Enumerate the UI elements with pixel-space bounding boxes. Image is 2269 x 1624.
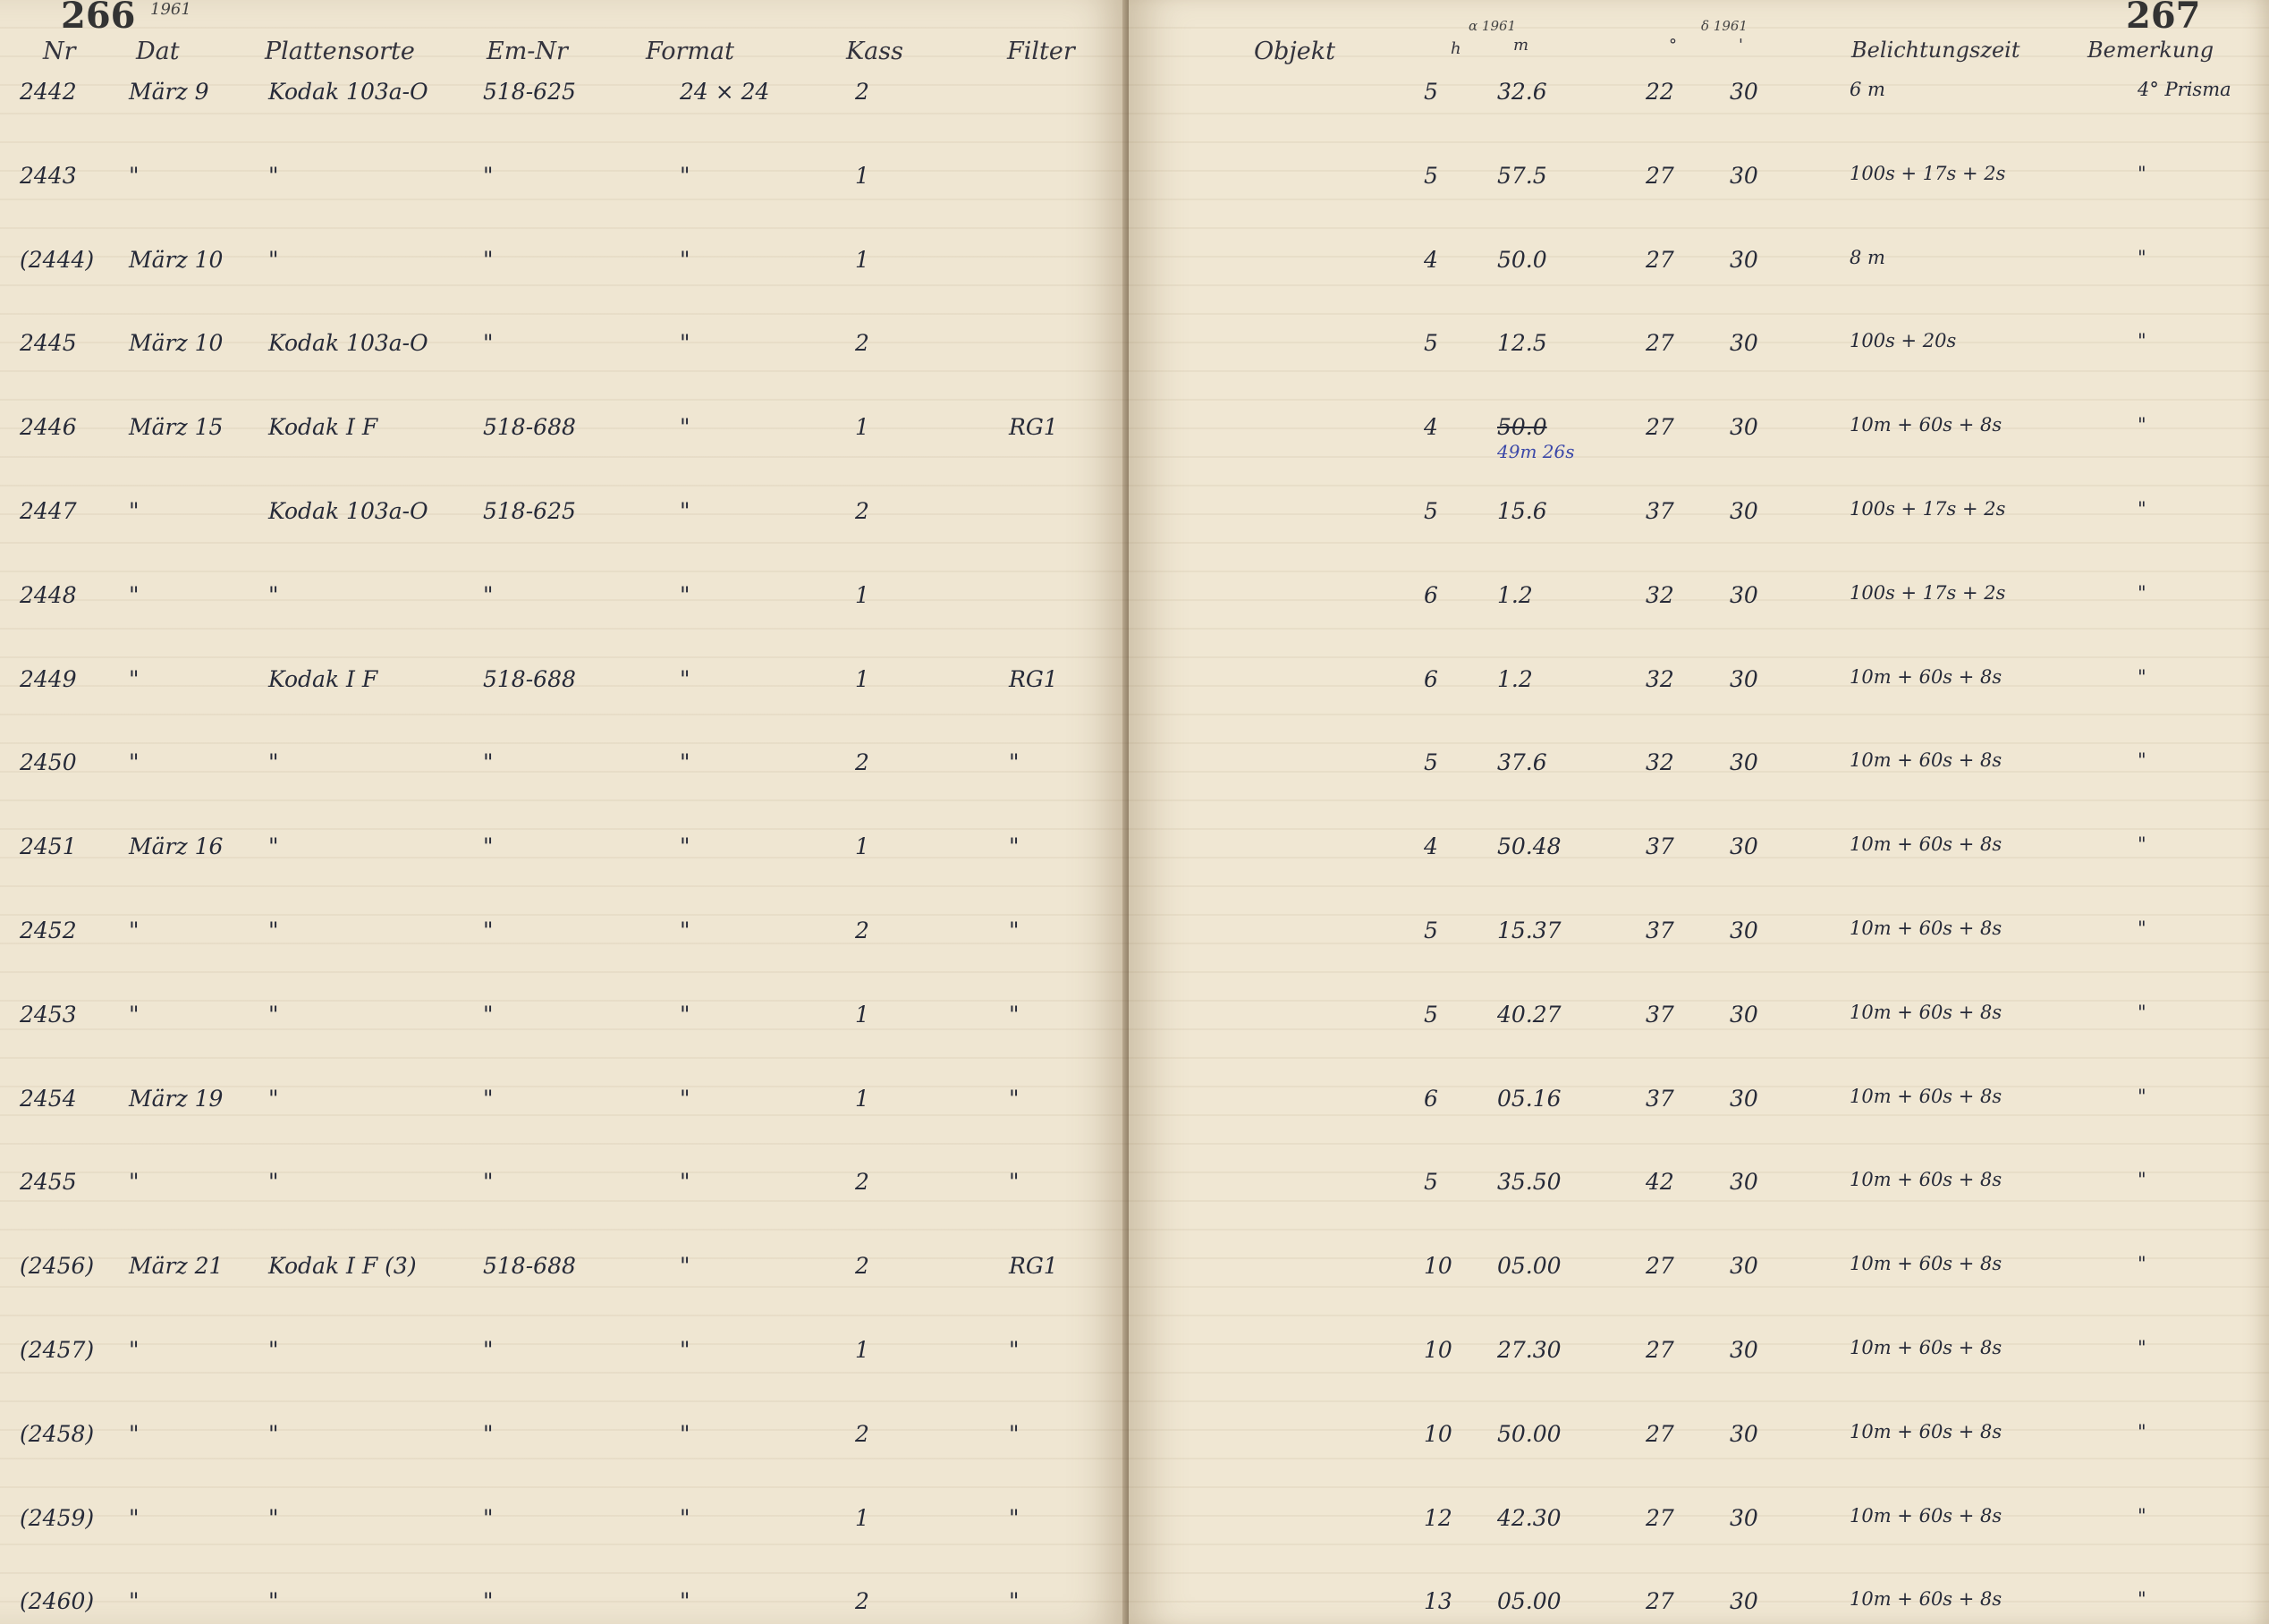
cell-alpha-m: 15.6	[1497, 498, 1547, 524]
cell-alpha-m: 35.50	[1497, 1169, 1562, 1196]
cell-delta-min: 30	[1730, 498, 1758, 524]
cell-alpha-m: 05.16	[1497, 1085, 1562, 1112]
header-objekt: Objekt	[1254, 38, 1335, 65]
cell-kass: 2	[855, 749, 869, 776]
cell-kass: 2	[855, 79, 869, 105]
cell-kass: 2	[855, 498, 869, 524]
cell-em-nr: "	[483, 749, 494, 776]
cell-alpha-m: 42.30	[1497, 1504, 1562, 1531]
cell-delta-deg: 42	[1646, 1169, 1674, 1196]
cell-belichtungszeit: 10m + 60s + 8s	[1850, 1085, 2002, 1107]
cell-nr: (2457)	[20, 1337, 95, 1363]
cell-plattensorte: Kodak 103a-O	[268, 330, 428, 357]
cell-em-nr: "	[483, 162, 494, 189]
cell-em-nr: "	[483, 330, 494, 357]
cell-delta-min: 30	[1730, 833, 1758, 860]
cell-plattensorte: "	[268, 1085, 279, 1112]
cell-belichtungszeit: 100s + 17s + 2s	[1850, 581, 2006, 604]
cell-filter: "	[1009, 1169, 1020, 1196]
cell-format: "	[680, 1085, 690, 1112]
cell-delta-deg: 37	[1646, 1085, 1674, 1112]
cell-alpha-m: 32.6	[1497, 79, 1547, 105]
cell-bemerkung: "	[2138, 581, 2146, 604]
cell-alpha-m: 50.48	[1497, 833, 1562, 860]
cell-dat: "	[129, 581, 140, 608]
cell-bemerkung: "	[2138, 1420, 2146, 1442]
header-em-nr: Em-Nr	[487, 38, 568, 65]
cell-belichtungszeit: 6 m	[1850, 79, 1885, 100]
cell-nr: 2445	[20, 330, 77, 357]
cell-plattensorte: "	[268, 918, 279, 943]
cell-alpha-m: 50.0	[1497, 414, 1547, 441]
cell-belichtungszeit: 10m + 60s + 8s	[1850, 918, 2002, 939]
left-page	[0, 0, 1129, 1624]
cell-em-nr: "	[483, 1504, 494, 1531]
delta-year-label: δ 1961	[1701, 18, 1748, 34]
cell-belichtungszeit: 10m + 60s + 8s	[1850, 833, 2002, 856]
cell-delta-min: 30	[1730, 246, 1758, 273]
header-alpha-h: h	[1451, 39, 1461, 58]
header-alpha-m: m	[1513, 36, 1529, 55]
cell-alpha-h: 5	[1424, 1169, 1438, 1196]
cell-dat: März 9	[129, 79, 209, 105]
cell-alpha-h: 5	[1424, 162, 1438, 189]
cell-nr: 2452	[20, 918, 77, 943]
cell-filter: RG1	[1009, 1253, 1058, 1280]
cell-format: "	[680, 749, 690, 776]
cell-kass: 1	[855, 414, 869, 441]
cell-format: "	[680, 246, 690, 273]
cell-bemerkung: "	[2138, 665, 2146, 688]
cell-belichtungszeit: 10m + 60s + 8s	[1850, 1504, 2002, 1527]
cell-nr: (2460)	[20, 1588, 95, 1615]
header-delta-deg: °	[1669, 36, 1677, 55]
cell-kass: 1	[855, 833, 869, 860]
cell-delta-deg: 27	[1646, 330, 1674, 357]
cell-alpha-h: 12	[1424, 1504, 1452, 1531]
cell-alpha-m: 15.37	[1497, 918, 1562, 943]
cell-delta-deg: 27	[1646, 414, 1674, 441]
cell-delta-min: 30	[1730, 1085, 1758, 1112]
cell-bemerkung: "	[2138, 833, 2146, 856]
cell-kass: 1	[855, 162, 869, 189]
cell-belichtungszeit: 100s + 17s + 2s	[1850, 498, 2006, 520]
cell-delta-min: 30	[1730, 581, 1758, 608]
cell-bemerkung: "	[2138, 1504, 2146, 1527]
cell-plattensorte: Kodak I F	[268, 665, 378, 692]
cell-alpha-h: 5	[1424, 1001, 1438, 1028]
cell-dat: "	[129, 918, 140, 943]
cell-dat: März 10	[129, 330, 224, 357]
header-kass: Kass	[846, 38, 903, 65]
cell-delta-deg: 32	[1646, 581, 1674, 608]
cell-alpha-h: 4	[1424, 414, 1438, 441]
cell-belichtungszeit: 10m + 60s + 8s	[1850, 1588, 2002, 1611]
cell-delta-deg: 27	[1646, 246, 1674, 273]
left-page-number: 266	[61, 0, 136, 37]
cell-nr: (2444)	[20, 246, 95, 273]
cell-dat: März 19	[129, 1085, 224, 1112]
cell-plattensorte: "	[268, 1588, 279, 1615]
cell-plattensorte: "	[268, 749, 279, 776]
alpha-year-label: α 1961	[1469, 18, 1517, 34]
cell-belichtungszeit: 10m + 60s + 8s	[1850, 1169, 2002, 1191]
cell-delta-min: 30	[1730, 330, 1758, 357]
cell-nr: 2453	[20, 1001, 77, 1028]
cell-bemerkung: "	[2138, 918, 2146, 939]
cell-plattensorte: Kodak I F	[268, 414, 378, 441]
cell-alpha-h: 5	[1424, 918, 1438, 943]
header-dat: Dat	[136, 38, 180, 65]
cell-format: "	[680, 1337, 690, 1363]
right-page	[1129, 0, 2269, 1624]
cell-dat: "	[129, 1001, 140, 1028]
cell-kass: 1	[855, 1504, 869, 1531]
header-plattensorte: Plattensorte	[265, 38, 415, 65]
cell-alpha-m: 37.6	[1497, 749, 1547, 776]
cell-filter: "	[1009, 1588, 1020, 1615]
cell-em-nr: 518-625	[483, 498, 576, 524]
cell-alpha-h: 6	[1424, 1085, 1438, 1112]
cell-delta-deg: 27	[1646, 1588, 1674, 1615]
cell-dat: März 10	[129, 246, 224, 273]
cell-delta-deg: 37	[1646, 918, 1674, 943]
cell-delta-min: 30	[1730, 79, 1758, 105]
cell-dat: "	[129, 749, 140, 776]
cell-bemerkung: "	[2138, 1337, 2146, 1358]
correction-note: 49m 26s	[1497, 441, 1575, 463]
cell-em-nr: 518-688	[483, 665, 576, 692]
cell-format: "	[680, 1588, 690, 1615]
header-delta-min: '	[1739, 36, 1743, 55]
cell-alpha-m: 50.00	[1497, 1420, 1562, 1447]
cell-plattensorte: Kodak 103a-O	[268, 79, 428, 105]
cell-kass: 1	[855, 246, 869, 273]
cell-em-nr: "	[483, 1420, 494, 1447]
cell-plattensorte: "	[268, 581, 279, 608]
cell-alpha-h: 4	[1424, 246, 1438, 273]
cell-alpha-h: 5	[1424, 498, 1438, 524]
cell-alpha-h: 13	[1424, 1588, 1452, 1615]
cell-kass: 2	[855, 1253, 869, 1280]
cell-nr: 2447	[20, 498, 77, 524]
cell-kass: 2	[855, 918, 869, 943]
header-bemerkung: Bemerkung	[2087, 38, 2214, 63]
cell-delta-min: 30	[1730, 1588, 1758, 1615]
cell-delta-min: 30	[1730, 414, 1758, 441]
cell-bemerkung: "	[2138, 246, 2146, 268]
cell-plattensorte: "	[268, 833, 279, 860]
cell-format: "	[680, 581, 690, 608]
cell-belichtungszeit: 100s + 20s	[1850, 330, 1957, 352]
cell-em-nr: "	[483, 581, 494, 608]
cell-belichtungszeit: 10m + 60s + 8s	[1850, 1337, 2002, 1358]
cell-em-nr: "	[483, 1169, 494, 1196]
cell-em-nr: "	[483, 918, 494, 943]
cell-belichtungszeit: 8 m	[1850, 246, 1885, 268]
cell-kass: 1	[855, 665, 869, 692]
cell-alpha-h: 10	[1424, 1420, 1452, 1447]
cell-em-nr: 518-625	[483, 79, 576, 105]
cell-format: "	[680, 162, 690, 189]
cell-em-nr: "	[483, 1337, 494, 1363]
cell-delta-deg: 27	[1646, 1337, 1674, 1363]
cell-delta-deg: 22	[1646, 79, 1674, 105]
cell-format: "	[680, 918, 690, 943]
cell-delta-min: 30	[1730, 1337, 1758, 1363]
cell-nr: 2455	[20, 1169, 77, 1196]
header-nr: Nr	[43, 38, 76, 65]
cell-delta-min: 30	[1730, 1169, 1758, 1196]
cell-format: "	[680, 414, 690, 441]
cell-em-nr: "	[483, 1085, 494, 1112]
cell-belichtungszeit: 10m + 60s + 8s	[1850, 665, 2002, 688]
header-filter: Filter	[1007, 38, 1075, 65]
cell-bemerkung: 4° Prisma	[2138, 79, 2231, 100]
cell-nr: 2450	[20, 749, 77, 776]
cell-kass: 2	[855, 330, 869, 357]
cell-delta-min: 30	[1730, 665, 1758, 692]
cell-belichtungszeit: 10m + 60s + 8s	[1850, 1253, 2002, 1275]
cell-kass: 2	[855, 1420, 869, 1447]
cell-alpha-m: 27.30	[1497, 1337, 1562, 1363]
cell-delta-min: 30	[1730, 162, 1758, 189]
cell-alpha-h: 5	[1424, 79, 1438, 105]
cell-plattensorte: "	[268, 1169, 279, 1196]
cell-filter: "	[1009, 1420, 1020, 1447]
cell-bemerkung: "	[2138, 162, 2146, 184]
cell-kass: 1	[855, 1085, 869, 1112]
cell-format: "	[680, 1253, 690, 1280]
cell-format: "	[680, 330, 690, 357]
cell-delta-min: 30	[1730, 749, 1758, 776]
cell-plattensorte: "	[268, 1337, 279, 1363]
cell-alpha-m: 05.00	[1497, 1253, 1562, 1280]
cell-delta-deg: 27	[1646, 1504, 1674, 1531]
cell-em-nr: 518-688	[483, 414, 576, 441]
cell-filter: "	[1009, 749, 1020, 776]
cell-filter: "	[1009, 1085, 1020, 1112]
cell-plattensorte: "	[268, 1420, 279, 1447]
cell-nr: 2454	[20, 1085, 77, 1112]
cell-bemerkung: "	[2138, 1169, 2146, 1191]
cell-filter: "	[1009, 833, 1020, 860]
cell-belichtungszeit: 10m + 60s + 8s	[1850, 414, 2002, 436]
cell-delta-min: 30	[1730, 1001, 1758, 1028]
cell-alpha-m: 50.0	[1497, 246, 1547, 273]
cell-delta-deg: 32	[1646, 749, 1674, 776]
cell-nr: 2448	[20, 581, 77, 608]
cell-filter: RG1	[1009, 665, 1058, 692]
cell-bemerkung: "	[2138, 330, 2146, 352]
cell-plattensorte: Kodak I F (3)	[268, 1253, 417, 1280]
cell-filter: RG1	[1009, 414, 1058, 441]
cell-plattensorte: "	[268, 162, 279, 189]
cell-belichtungszeit: 10m + 60s + 8s	[1850, 1420, 2002, 1442]
cell-alpha-m: 40.27	[1497, 1001, 1562, 1028]
right-page-number: 267	[2126, 0, 2201, 37]
cell-format: "	[680, 665, 690, 692]
cell-alpha-h: 6	[1424, 581, 1438, 608]
cell-alpha-m: 1.2	[1497, 581, 1533, 608]
cell-delta-deg: 27	[1646, 1420, 1674, 1447]
cell-em-nr: "	[483, 1588, 494, 1615]
cell-delta-min: 30	[1730, 1504, 1758, 1531]
cell-dat: "	[129, 1504, 140, 1531]
cell-bemerkung: "	[2138, 1588, 2146, 1611]
cell-em-nr: "	[483, 833, 494, 860]
cell-delta-min: 30	[1730, 1420, 1758, 1447]
cell-dat: "	[129, 665, 140, 692]
cell-em-nr: 518-688	[483, 1253, 576, 1280]
cell-filter: "	[1009, 1337, 1020, 1363]
cell-belichtungszeit: 10m + 60s + 8s	[1850, 749, 2002, 772]
cell-bemerkung: "	[2138, 1001, 2146, 1023]
cell-dat: März 16	[129, 833, 224, 860]
cell-dat: "	[129, 1169, 140, 1196]
cell-alpha-h: 10	[1424, 1253, 1452, 1280]
cell-nr: 2449	[20, 665, 77, 692]
cell-kass: 2	[855, 1588, 869, 1615]
cell-delta-deg: 37	[1646, 1001, 1674, 1028]
cell-delta-min: 30	[1730, 918, 1758, 943]
cell-dat: "	[129, 1420, 140, 1447]
cell-plattensorte: "	[268, 246, 279, 273]
cell-belichtungszeit: 100s + 17s + 2s	[1850, 162, 2006, 184]
cell-alpha-h: 5	[1424, 330, 1438, 357]
cell-delta-deg: 27	[1646, 162, 1674, 189]
header-format: Format	[646, 38, 734, 65]
cell-belichtungszeit: 10m + 60s + 8s	[1850, 1001, 2002, 1023]
cell-dat: "	[129, 498, 140, 524]
cell-filter: "	[1009, 918, 1020, 943]
cell-nr: 2451	[20, 833, 77, 860]
cell-delta-deg: 37	[1646, 833, 1674, 860]
cell-nr: (2459)	[20, 1504, 95, 1531]
cell-delta-deg: 32	[1646, 665, 1674, 692]
cell-delta-min: 30	[1730, 1253, 1758, 1280]
cell-nr: 2442	[20, 79, 77, 105]
cell-format: "	[680, 498, 690, 524]
cell-dat: "	[129, 1588, 140, 1615]
cell-alpha-h: 10	[1424, 1337, 1452, 1363]
cell-dat: März 21	[129, 1253, 224, 1280]
cell-bemerkung: "	[2138, 1253, 2146, 1275]
cell-kass: 1	[855, 1337, 869, 1363]
cell-format: "	[680, 1001, 690, 1028]
cell-kass: 1	[855, 1001, 869, 1028]
cell-bemerkung: "	[2138, 414, 2146, 436]
cell-delta-deg: 27	[1646, 1253, 1674, 1280]
cell-alpha-m: 57.5	[1497, 162, 1547, 189]
cell-filter: "	[1009, 1001, 1020, 1028]
cell-kass: 1	[855, 581, 869, 608]
cell-bemerkung: "	[2138, 749, 2146, 772]
cell-nr: 2443	[20, 162, 77, 189]
cell-bemerkung: "	[2138, 1085, 2146, 1107]
cell-alpha-m: 12.5	[1497, 330, 1547, 357]
cell-plattensorte: "	[268, 1001, 279, 1028]
cell-alpha-h: 6	[1424, 665, 1438, 692]
cell-format: "	[680, 1504, 690, 1531]
cell-em-nr: "	[483, 1001, 494, 1028]
cell-dat: "	[129, 162, 140, 189]
cell-plattensorte: "	[268, 1504, 279, 1531]
cell-bemerkung: "	[2138, 498, 2146, 520]
cell-dat: "	[129, 1337, 140, 1363]
cell-nr: 2446	[20, 414, 77, 441]
cell-dat: März 15	[129, 414, 224, 441]
cell-delta-deg: 37	[1646, 498, 1674, 524]
cell-format: "	[680, 833, 690, 860]
cell-nr: (2458)	[20, 1420, 95, 1447]
cell-alpha-m: 05.00	[1497, 1588, 1562, 1615]
left-year-mark: 1961	[150, 0, 191, 19]
cell-alpha-m: 1.2	[1497, 665, 1533, 692]
cell-nr: (2456)	[20, 1253, 95, 1280]
cell-format: "	[680, 1169, 690, 1196]
cell-em-nr: "	[483, 246, 494, 273]
cell-format: 24 × 24	[680, 79, 770, 105]
cell-plattensorte: Kodak 103a-O	[268, 498, 428, 524]
cell-format: "	[680, 1420, 690, 1447]
cell-alpha-h: 4	[1424, 833, 1438, 860]
cell-kass: 2	[855, 1169, 869, 1196]
header-belichtungszeit: Belichtungszeit	[1851, 38, 2020, 63]
cell-filter: "	[1009, 1504, 1020, 1531]
cell-alpha-h: 5	[1424, 749, 1438, 776]
